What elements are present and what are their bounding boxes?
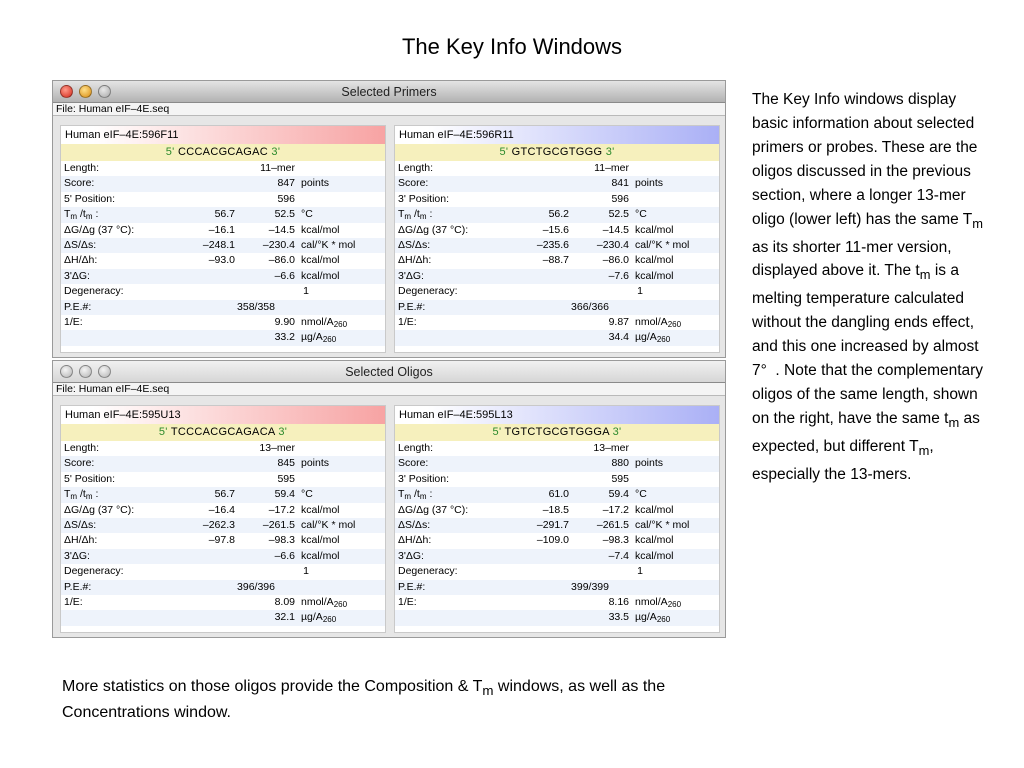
explanation-text: The Key Info windows display basic information about selected primers or probes. These are the oligos discussed in the previous section, where a longer 13-mer oligo (lower left) has the same $T_m$ as its shorter 11-mer version, displayed above it. The $t_m$ is a melting temperature calculated without the dangling ends effect, and this one increased by almost 7° . Note that the complementary oligos of the same length, shown on the right, have the same $t_m$ as expected, but different $T_m$, especially the 13-mers. — [752, 91, 984, 483]
value-tm-small: 59.4 — [608, 488, 629, 501]
value-ds: –248.1 — [202, 238, 235, 251]
stats-table — [395, 441, 719, 626]
value-e-nmol: 9.87 — [608, 315, 629, 328]
sequence-text: GTCTGCGTGGG — [511, 146, 603, 158]
row-label: Degeneracy: — [64, 565, 124, 578]
row-label: 3' Position: — [398, 192, 450, 205]
row-degeneracy — [395, 564, 719, 579]
five-prime-marker: 5' — [492, 426, 502, 438]
row-label: ΔH/Δh: — [398, 254, 432, 267]
oligo-panel-antisense — [394, 405, 720, 633]
value-length: 11–mer — [260, 162, 295, 174]
value-length: 11–mer — [594, 162, 629, 174]
unit-label: cal/°K * mol — [635, 518, 690, 531]
value-position: 595 — [277, 472, 295, 485]
row-label: 1/E: — [398, 315, 417, 328]
oligo-panel-sense — [60, 125, 386, 353]
oligo-panel-antisense — [394, 125, 720, 353]
row-label: 3'ΔG: — [398, 269, 424, 282]
value-degeneracy: 1 — [637, 565, 643, 578]
row-degeneracy — [61, 564, 385, 579]
row-e-ug — [395, 330, 719, 345]
row-label: Length: — [64, 442, 100, 454]
oligo-sequence — [61, 144, 385, 161]
oligo-panel-sense — [60, 405, 386, 633]
unit-label: $\mu g/A_{260}$ — [635, 611, 671, 625]
window-title: Selected Oligos — [345, 365, 433, 379]
unit-label: kcal/mol — [635, 534, 674, 547]
row-label: 3' Position: — [398, 472, 450, 485]
value-dh: –88.7 — [542, 254, 569, 267]
row-label: 3'ΔG: — [64, 549, 90, 562]
row-e-nmol — [395, 315, 719, 330]
value-position: 596 — [611, 192, 629, 205]
value-dg3: –7.4 — [608, 549, 629, 562]
value-e-nmol: 8.16 — [608, 595, 629, 608]
five-prime-marker: 5' — [165, 146, 175, 158]
oligo-sequence — [395, 424, 719, 441]
value-score: 847 — [277, 177, 295, 190]
row-dg3 — [61, 549, 385, 564]
three-prime-marker: 3' — [605, 146, 615, 158]
row-label: P.E.#: — [64, 580, 92, 593]
stats-table — [61, 161, 385, 346]
unit-label: cal/°K * mol — [635, 238, 690, 251]
value-ds-small: –230.4 — [596, 238, 629, 251]
value-position: 596 — [277, 192, 295, 205]
three-prime-marker: 3' — [612, 426, 622, 438]
row-label: 3'ΔG: — [64, 269, 90, 282]
row-degeneracy — [61, 284, 385, 299]
row-dg — [395, 503, 719, 518]
row-dh — [61, 253, 385, 268]
selected-primers-window[interactable] — [52, 80, 726, 358]
row-label: ΔS/Δs: — [64, 518, 97, 531]
row-label: Score: — [64, 457, 95, 470]
row-label: ΔS/Δs: — [398, 518, 431, 531]
oligo-name: Human eIF–4E:595U13 — [61, 406, 385, 424]
row-score — [395, 176, 719, 191]
three-prime-marker: 3' — [271, 146, 281, 158]
unit-label: kcal/mol — [301, 503, 340, 516]
row-label: P.E.#: — [398, 580, 426, 593]
unit-label: points — [301, 177, 330, 190]
row-position — [61, 192, 385, 207]
value-tm-small: 52.5 — [274, 208, 295, 221]
row-tm — [395, 207, 719, 222]
unit-label: kcal/mol — [635, 254, 674, 267]
row-pe — [61, 300, 385, 315]
row-label: ΔG/Δg (37 °C): — [64, 223, 135, 236]
row-ds — [395, 238, 719, 253]
stats-table — [395, 161, 719, 346]
value-tm: 61.0 — [548, 488, 569, 501]
unit-label: nmol/$A_{260}$ — [301, 595, 348, 609]
value-e-nmol: 8.09 — [274, 595, 295, 608]
row-position — [395, 472, 719, 487]
value-dg-small: –14.5 — [268, 223, 295, 236]
value-dh-small: –98.3 — [268, 534, 295, 547]
row-label: 5' Position: — [64, 192, 116, 205]
sequence-text: CCCACGCAGAC — [177, 146, 269, 158]
row-ds — [61, 518, 385, 533]
row-position — [395, 192, 719, 207]
value-dg3: –6.6 — [274, 269, 295, 282]
unit-label: $\mu g/A_{260}$ — [301, 611, 337, 625]
value-ds-small: –261.5 — [596, 518, 629, 531]
row-dg — [61, 223, 385, 238]
value-dg: –18.5 — [542, 503, 569, 516]
value-position: 595 — [611, 472, 629, 485]
row-tm — [61, 487, 385, 502]
row-label: 1/E: — [64, 315, 83, 328]
unit-label: kcal/mol — [301, 254, 340, 267]
value-dg-small: –14.5 — [602, 223, 629, 236]
unit-label: $\mu g/A_{260}$ — [635, 331, 671, 345]
value-dg: –16.1 — [208, 223, 235, 236]
unit-label: cal/°K * mol — [301, 518, 356, 531]
unit-label: nmol/$A_{260}$ — [301, 315, 348, 329]
row-label: P.E.#: — [398, 300, 426, 313]
row-pe — [395, 580, 719, 595]
value-dg: –15.6 — [542, 223, 569, 236]
value-pe: 399/399 — [571, 580, 609, 593]
window-titlebar[interactable] — [53, 361, 725, 383]
value-ds-small: –230.4 — [262, 238, 295, 251]
unit-label: kcal/mol — [635, 223, 674, 236]
row-label: Length: — [398, 162, 434, 174]
value-ds-small: –261.5 — [262, 518, 295, 531]
unit-label: kcal/mol — [301, 549, 340, 562]
row-label: ΔH/Δh: — [64, 254, 98, 267]
row-length — [395, 441, 719, 456]
five-prime-marker: 5' — [499, 146, 509, 158]
row-label: $T_m$ $/t_m$ : — [64, 488, 99, 502]
oligo-sequence — [61, 424, 385, 441]
value-dg: –16.4 — [208, 503, 235, 516]
unit-label: kcal/mol — [301, 534, 340, 547]
value-dg-small: –17.2 — [268, 503, 295, 516]
value-e-ug: 33.2 — [274, 331, 295, 344]
row-label: Length: — [398, 442, 434, 454]
value-tm-small: 52.5 — [608, 208, 629, 221]
value-dh: –97.8 — [208, 534, 235, 547]
window-title: Selected Primers — [341, 85, 437, 99]
value-dg-small: –17.2 — [602, 503, 629, 516]
value-e-ug: 32.1 — [274, 611, 295, 624]
row-label: $T_m$ $/t_m$ : — [64, 208, 99, 222]
value-length: 13–mer — [259, 442, 295, 454]
row-label: 1/E: — [398, 595, 417, 608]
selected-oligos-window[interactable] — [52, 360, 726, 638]
three-prime-marker: 3' — [278, 426, 288, 438]
row-dg3 — [61, 269, 385, 284]
row-label: ΔG/Δg (37 °C): — [64, 503, 135, 516]
unit-label: points — [635, 457, 664, 470]
value-dh-small: –98.3 — [602, 534, 629, 547]
row-label: ΔH/Δh: — [398, 534, 432, 547]
file-name: File: Human eIF–4E.seq — [53, 103, 725, 116]
value-tm: 56.7 — [214, 208, 235, 221]
row-label: ΔS/Δs: — [398, 238, 431, 251]
five-prime-marker: 5' — [158, 426, 168, 438]
unit-label: °C — [635, 208, 647, 221]
unit-label: points — [301, 457, 330, 470]
oligo-sequence — [395, 144, 719, 161]
unit-label: °C — [301, 488, 313, 501]
unit-label: °C — [635, 488, 647, 501]
value-tm-small: 59.4 — [274, 488, 295, 501]
row-dh — [395, 253, 719, 268]
value-e-nmol: 9.90 — [274, 315, 295, 328]
row-e-ug — [61, 610, 385, 625]
row-score — [395, 456, 719, 471]
value-dh-small: –86.0 — [602, 254, 629, 267]
row-label: Degeneracy: — [64, 285, 124, 298]
row-tm — [395, 487, 719, 502]
value-dh-small: –86.0 — [268, 254, 295, 267]
sequence-text: TGTCTGCGTGGGA — [504, 426, 610, 438]
value-degeneracy: 1 — [303, 285, 309, 298]
row-pe — [61, 580, 385, 595]
unit-label: °C — [301, 208, 313, 221]
value-score: 845 — [277, 457, 295, 470]
sequence-text: TCCCACGCAGACA — [170, 426, 275, 438]
unit-label: kcal/mol — [635, 549, 674, 562]
row-dh — [395, 533, 719, 548]
row-label: Score: — [64, 177, 95, 190]
value-ds: –235.6 — [536, 238, 569, 251]
row-label: ΔG/Δg (37 °C): — [398, 223, 469, 236]
value-dh: –93.0 — [208, 254, 235, 267]
row-dh — [61, 533, 385, 548]
value-pe: 366/366 — [571, 300, 609, 313]
row-label: Score: — [398, 457, 429, 470]
row-label: Degeneracy: — [398, 565, 458, 578]
value-ds: –262.3 — [202, 518, 235, 531]
row-tm — [61, 207, 385, 222]
row-e-ug — [395, 610, 719, 625]
row-e-nmol — [395, 595, 719, 610]
row-label: Score: — [398, 177, 429, 190]
value-e-ug: 33.5 — [608, 611, 629, 624]
stats-table — [61, 441, 385, 626]
unit-label: nmol/$A_{260}$ — [635, 595, 682, 609]
row-length — [61, 161, 385, 176]
value-tm: 56.7 — [214, 488, 235, 501]
value-length: 13–mer — [593, 442, 629, 454]
row-label: $T_m$ $/t_m$ : — [398, 488, 433, 502]
row-dg3 — [395, 269, 719, 284]
row-e-ug — [61, 330, 385, 345]
row-score — [61, 176, 385, 191]
value-degeneracy: 1 — [637, 285, 643, 298]
row-e-nmol — [61, 595, 385, 610]
row-dg3 — [395, 549, 719, 564]
row-label: Degeneracy: — [398, 285, 458, 298]
row-length — [395, 161, 719, 176]
row-degeneracy — [395, 284, 719, 299]
value-ds: –291.7 — [536, 518, 569, 531]
unit-label: kcal/mol — [635, 503, 674, 516]
value-score: 880 — [611, 457, 629, 470]
row-label: P.E.#: — [64, 300, 92, 313]
row-position — [61, 472, 385, 487]
unit-label: points — [635, 177, 664, 190]
row-dg — [395, 223, 719, 238]
row-label: 3'ΔG: — [398, 549, 424, 562]
file-name: File: Human eIF–4E.seq — [53, 383, 725, 396]
row-label: ΔS/Δs: — [64, 238, 97, 251]
value-pe: 396/396 — [237, 580, 275, 593]
value-score: 841 — [611, 177, 629, 190]
row-ds — [61, 238, 385, 253]
row-score — [61, 456, 385, 471]
unit-label: kcal/mol — [301, 269, 340, 282]
unit-label: kcal/mol — [301, 223, 340, 236]
row-e-nmol — [61, 315, 385, 330]
row-pe — [395, 300, 719, 315]
window-titlebar[interactable] — [53, 81, 725, 103]
value-e-ug: 34.4 — [608, 331, 629, 344]
row-label: 5' Position: — [64, 472, 116, 485]
value-dh: –109.0 — [536, 534, 569, 547]
value-pe: 358/358 — [237, 300, 275, 313]
oligo-name: Human eIF–4E:596R11 — [395, 126, 719, 144]
unit-label: $\mu g/A_{260}$ — [301, 331, 337, 345]
row-length — [61, 441, 385, 456]
unit-label: kcal/mol — [635, 269, 674, 282]
value-dg3: –7.6 — [608, 269, 629, 282]
row-label: 1/E: — [64, 595, 83, 608]
row-dg — [61, 503, 385, 518]
caption-text: More statistics on those oligos provide the Composition & $T_m$ windows, as well as the Concentrations window. — [62, 678, 666, 722]
value-dg3: –6.6 — [274, 549, 295, 562]
unit-label: nmol/$A_{260}$ — [635, 315, 682, 329]
value-tm: 56.2 — [548, 208, 569, 221]
row-label: Length: — [64, 162, 100, 174]
oligo-name: Human eIF–4E:596F11 — [61, 126, 385, 144]
unit-label: cal/°K * mol — [301, 238, 356, 251]
oligo-name: Human eIF–4E:595L13 — [395, 406, 719, 424]
row-label: $T_m$ $/t_m$ : — [398, 208, 433, 222]
value-degeneracy: 1 — [303, 565, 309, 578]
row-label: ΔG/Δg (37 °C): — [398, 503, 469, 516]
row-ds — [395, 518, 719, 533]
row-label: ΔH/Δh: — [64, 534, 98, 547]
slide-title: The Key Info Windows — [401, 34, 623, 59]
